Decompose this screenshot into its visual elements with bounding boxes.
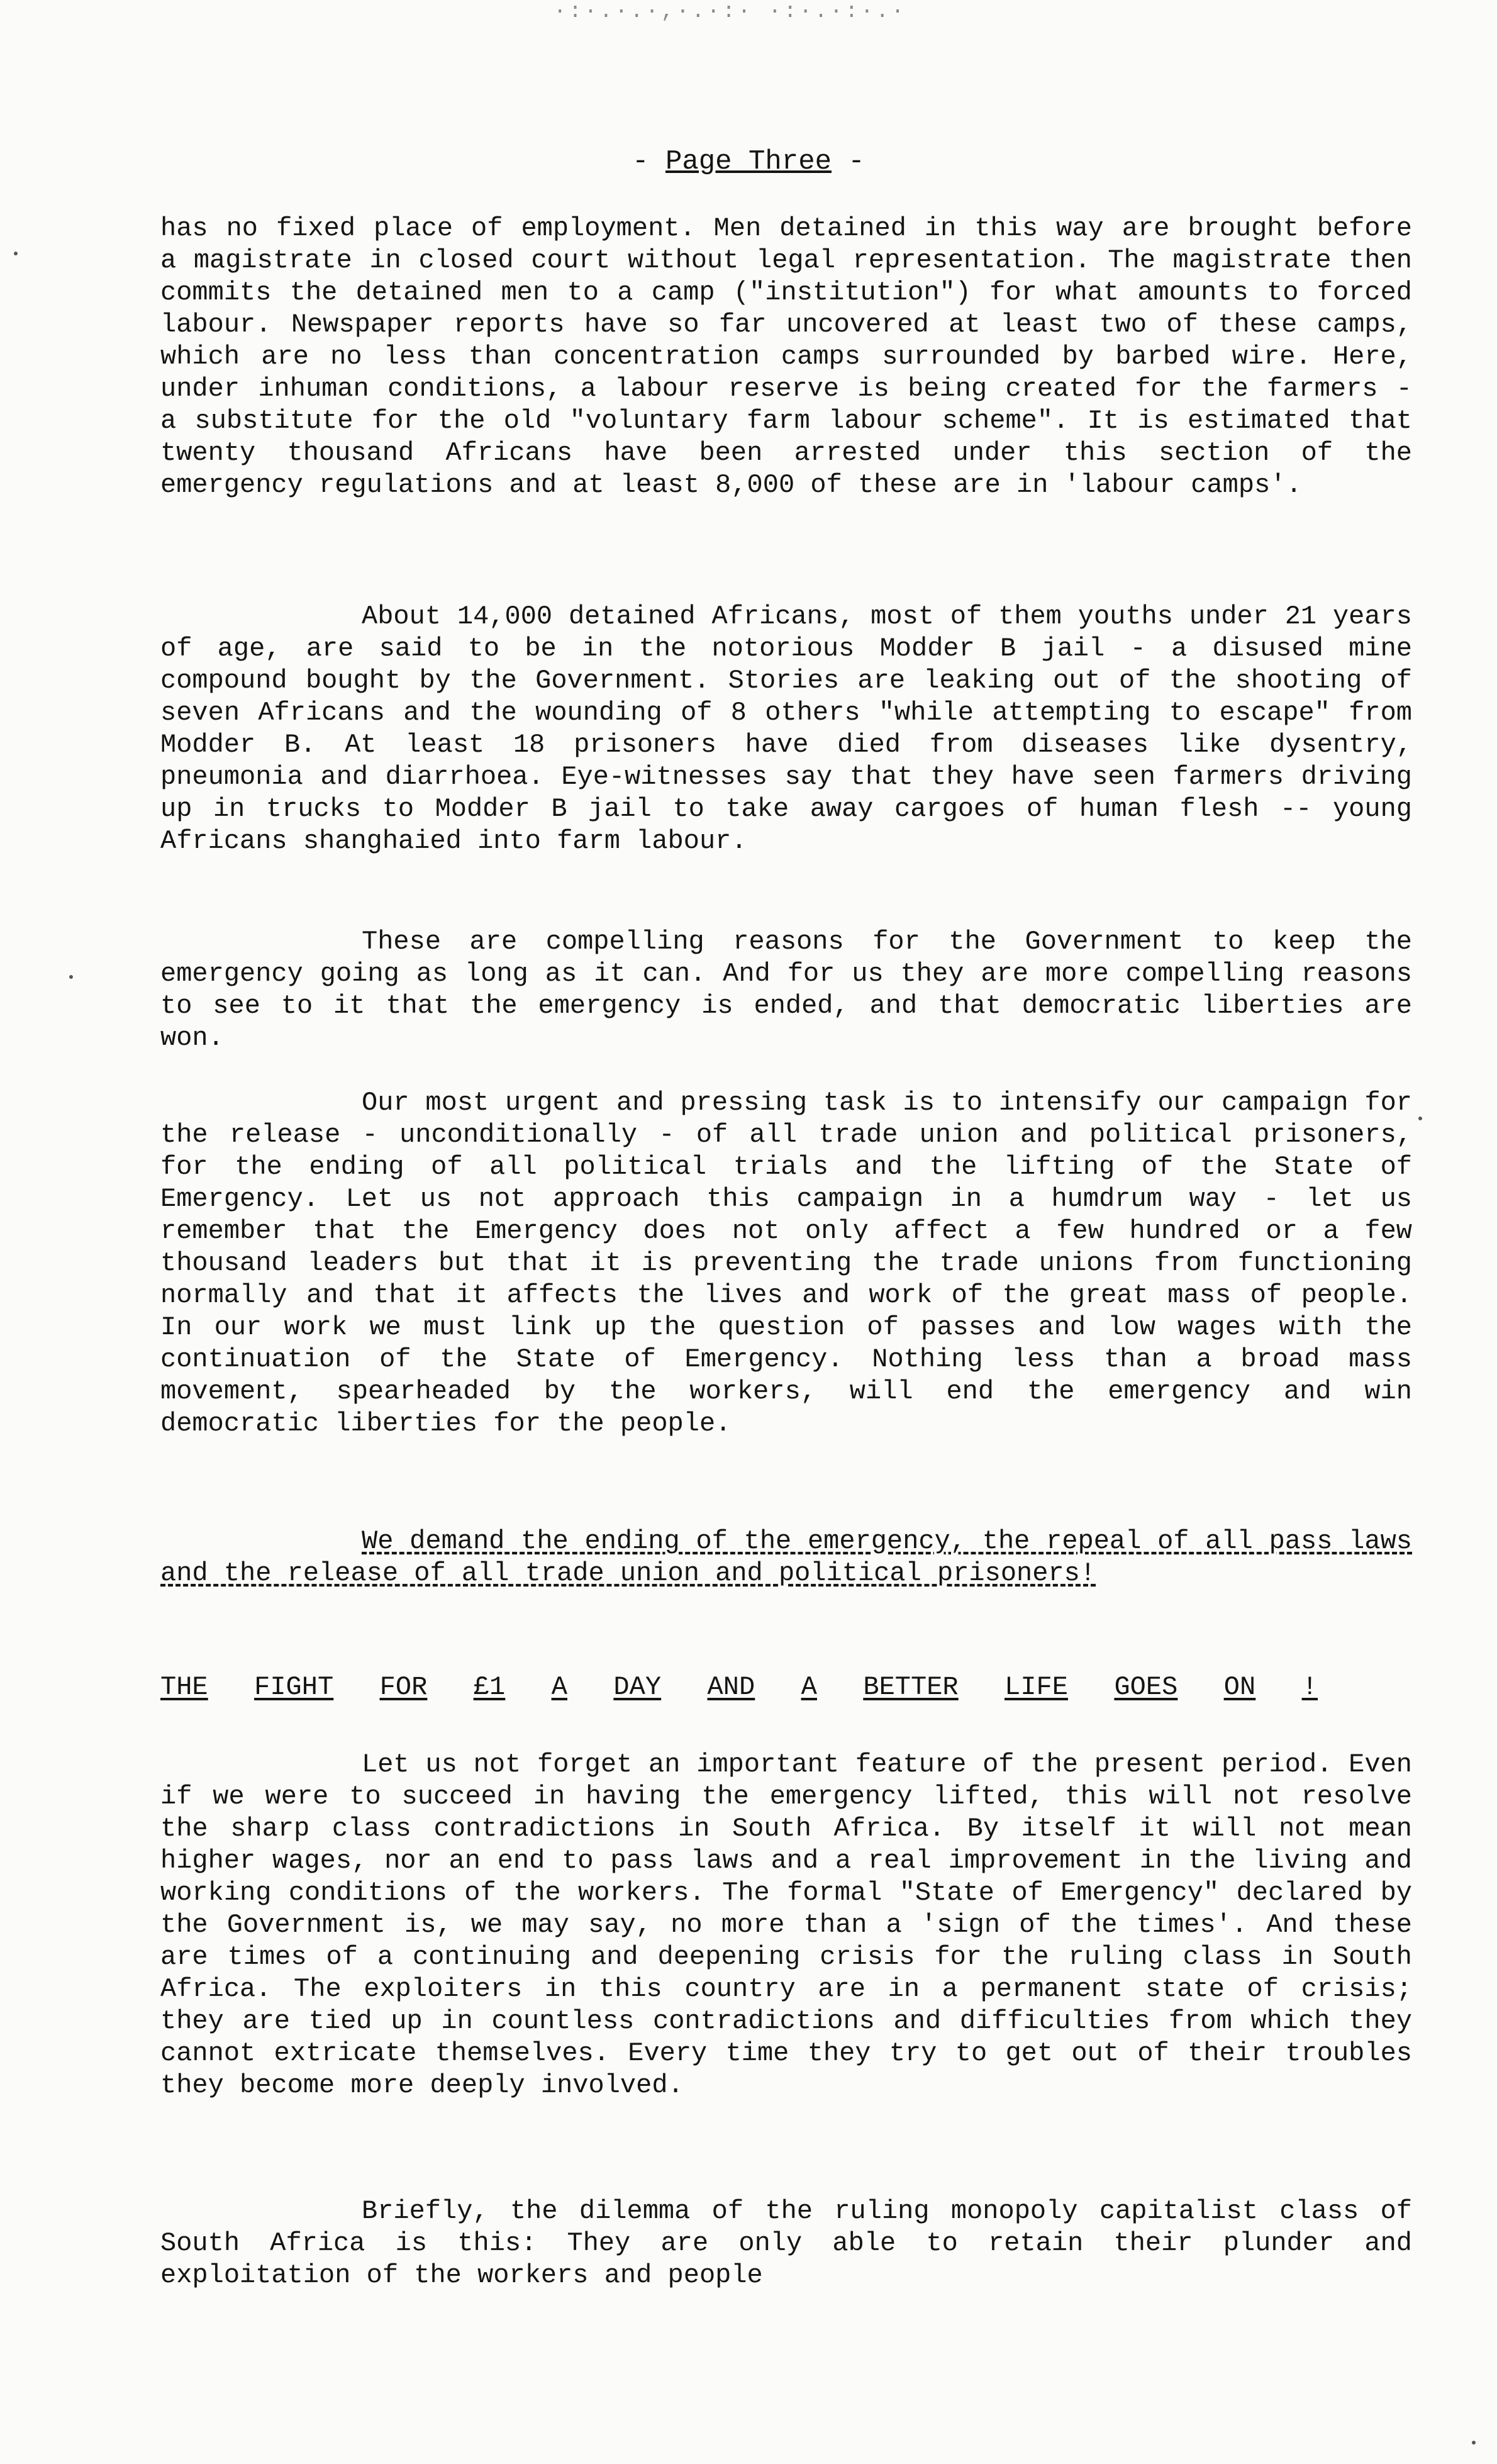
margin-speck [1418,1117,1422,1120]
paragraph-dilemma: Briefly, the dilemma of the ruling monopoly capitalist class of South Africa is this: They are only able to retain their plunder and exploitation of the workers and people [160,2196,1412,2290]
heading-word: ! [1301,1672,1318,1702]
paragraph-important-feature: Let us not forget an important feature of the present period. Even if we were to succeed in having the emergency lifted, this will not resolve the sharp class contradictions in South Africa. By itself it will not mean higher wages, nor an end to pass laws and a real improvement in the living and working conditions of the workers. The formal "State of Emergency" declared by the Government is, we may say, no more than a 'sign of the times'. And these are times of a continuing and deepening crisis for the ruling class in South Africa. The exploiters in this country are in a permanent state of crisis; they are tied up in countless contradictions and difficulties from which they cannot extricate themselves. Every time they try to get out of their troubles they become more deeply involved. [160,1749,1412,2100]
scan-artifact-top: ·:·.·.·,·.·:· ·:·.·:·.· [554,0,907,24]
heading-word: LIFE [1004,1672,1068,1702]
heading-word: A [801,1672,817,1702]
paragraph-labour-camps: has no fixed place of employment. Men detained in this way are brought before a magistrate in closed court without legal representation. The magistrate then commits the detained men to a camp ("institution") for what amounts to forced labour. Newspaper reports have so far uncovered at least two of these camps, which are no less than concentration camps surrounded by barbed wire. Here, under inhuman conditions, a labour reserve is being created for the farmers - a substitute for the old "voluntary farm labour scheme". It is estimated that twenty thousand Africans have been arrested under this section of the emergency regulations and at least 8,000 of these are in 'labour camps'. [160,213,1412,500]
heading-word: ON [1223,1672,1256,1702]
heading-word: BETTER [863,1672,959,1702]
margin-speck [14,252,18,255]
heading-word: A [551,1672,567,1702]
margin-speck [69,975,73,979]
margin-speck [1472,2441,1476,2444]
heading-word: THE [160,1672,208,1702]
heading-word: GOES [1114,1672,1178,1702]
heading-word: £1 [473,1672,506,1702]
heading-word: FIGHT [254,1672,334,1702]
header-dash-right: - [832,146,865,177]
heading-word: DAY [613,1672,662,1702]
page-number-title: Page Three [665,146,832,177]
paragraph-demand: We demand the ending of the emergency, the repeal of all pass laws and the release of all trade union and political prisoners! [160,1526,1412,1588]
paragraph-modder-b: About 14,000 detained Africans, most of them youths under 21 years of age, are said to be in the notorious Modder B jail - a disused mine compound bought by the Government. Stories are leaking out of the shooting of seven Africans and the wounding of 8 others "while attempting to escape" from Modder B. At least 18 prisoners have died from diseases like dysentry, pneumonia and diarrhoea. Eye-witnesses say that they have seen farmers driving up in trucks to Modder B jail to take away cargoes of human flesh -- young Africans shanghaied into farm labour. [160,601,1412,856]
heading-word: AND [707,1672,755,1702]
paragraph-urgent-task: Our most urgent and pressing task is to intensify our campaign for the release - unconditionally - of all trade union and political prisoners, for the ending of all political trials and the lifting of the State of Emergency. Let us not approach this campaign in a humdrum way - let us remember that the Emergency does not only affect a few hundred or a few thousand leaders but that it is preventing the trade unions from functioning normally and that it affects the lives and work of the great mass of people. In our work we must link up the question of passes and low wages with the continuation of the State of Emergency. Nothing less than a broad mass movement, spearheaded by the workers, will end the emergency and win democratic liberties for the people. [160,1088,1412,1439]
heading-word: FOR [379,1672,428,1702]
page-header [0,146,1497,177]
header-dash-left: - [632,146,665,177]
section-heading [160,1672,1318,1702]
paragraph-compelling-reasons: These are compelling reasons for the Government to keep the emergency going as long as it can. And for us they are more compelling reasons to see to it that the emergency is ended, and that democratic liberties are won. [160,927,1412,1053]
